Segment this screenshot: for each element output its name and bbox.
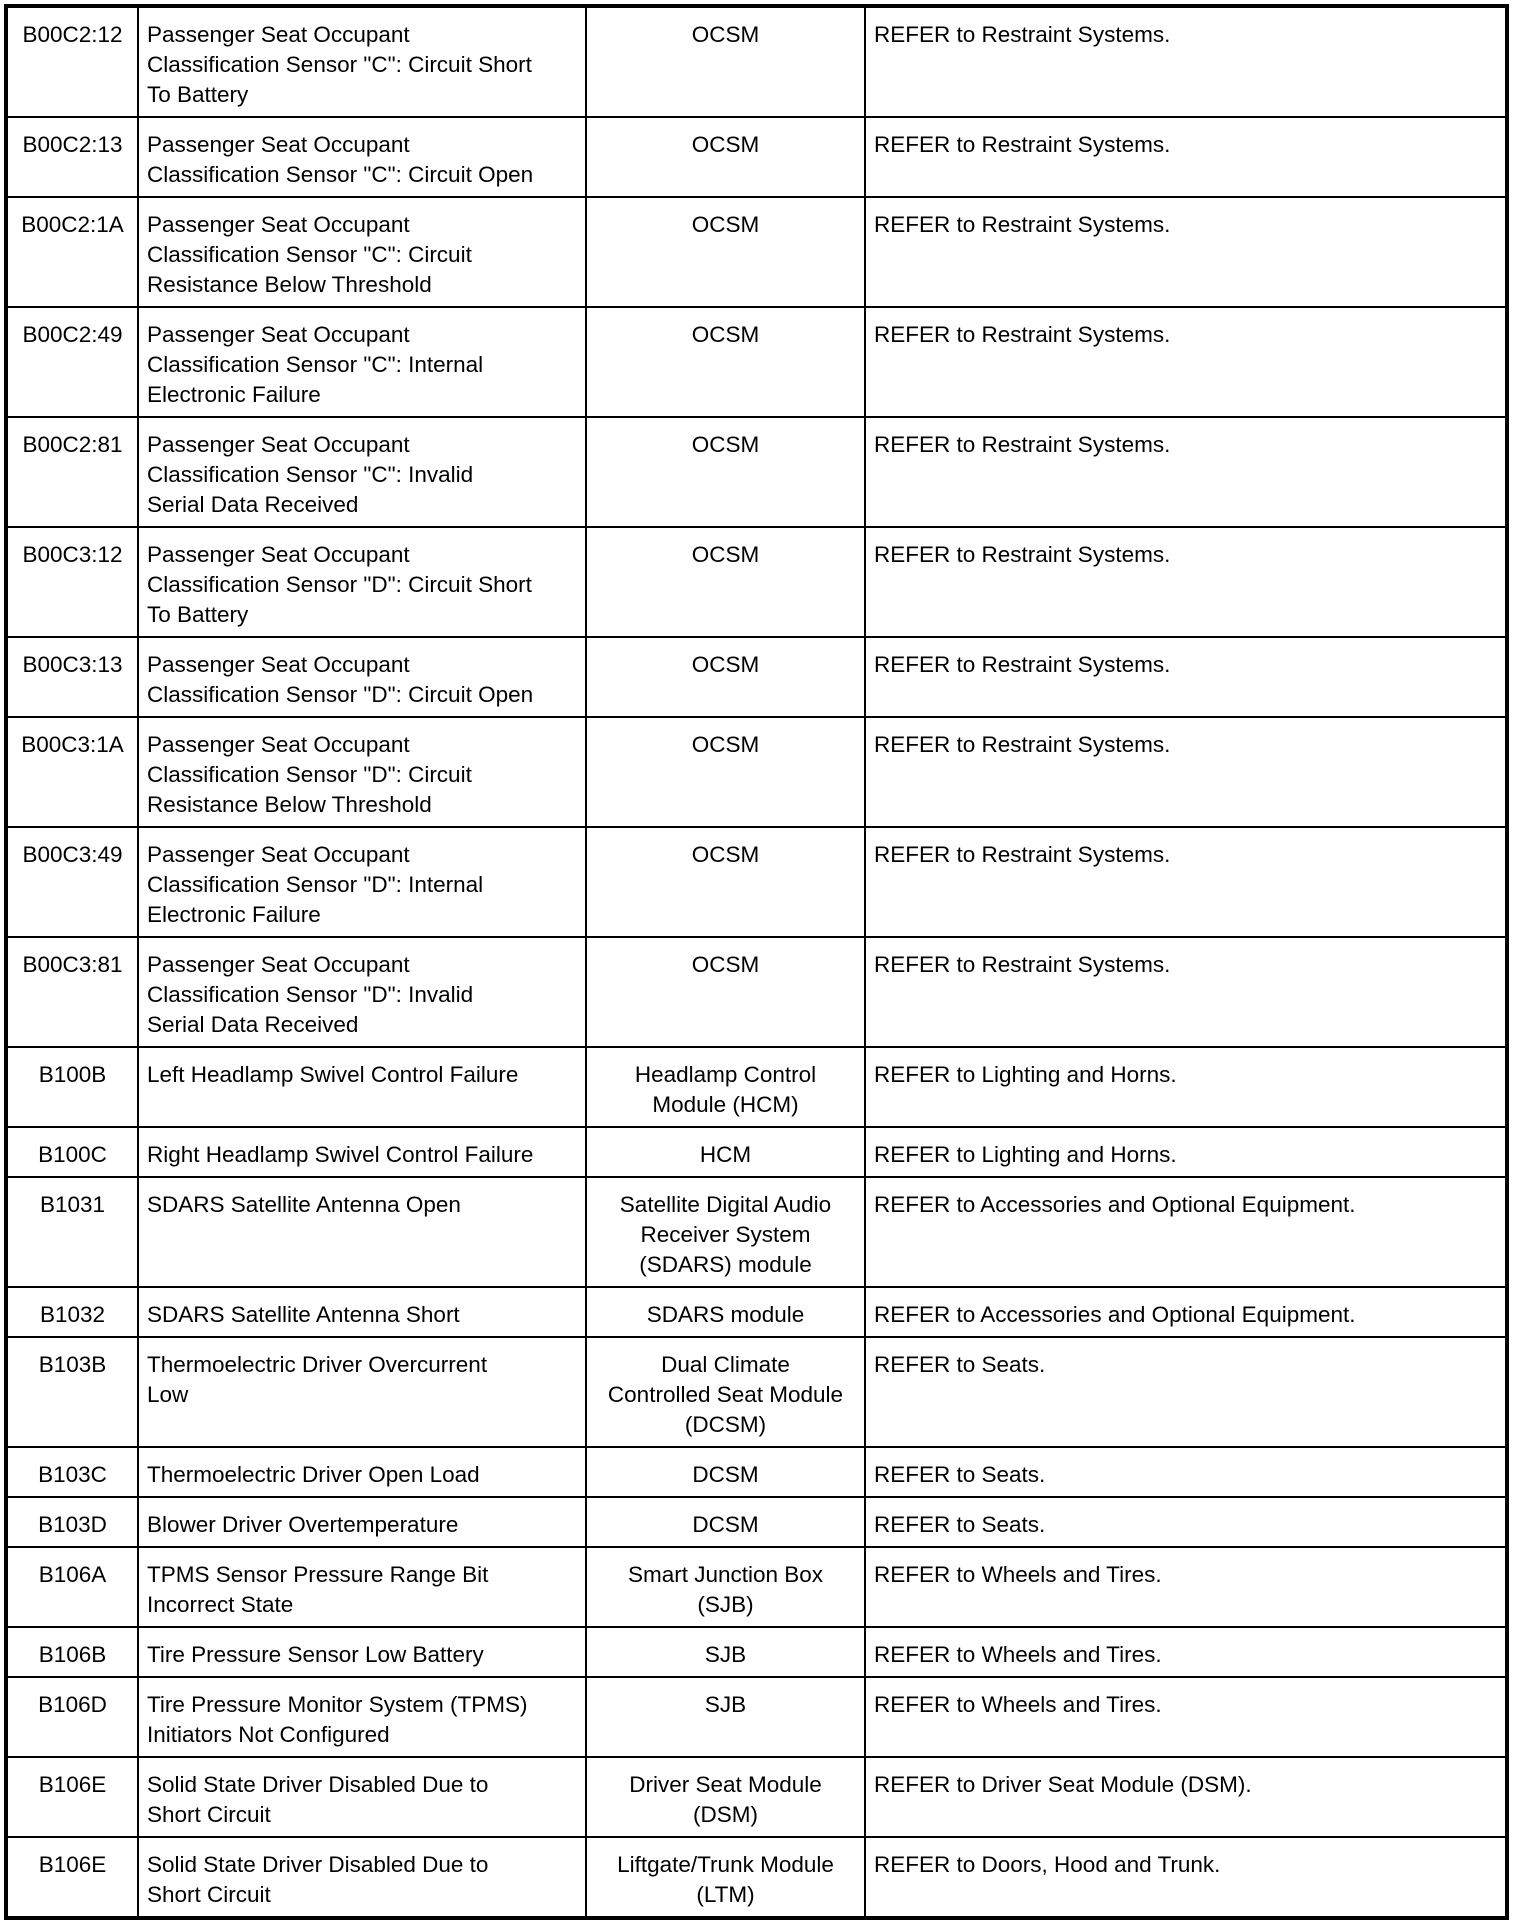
action-cell: REFER to Seats.: [865, 1497, 1507, 1547]
dtc-code-cell: B103D: [6, 1497, 138, 1547]
description-line: Short Circuit: [147, 1802, 271, 1827]
description-line: To Battery: [147, 602, 249, 627]
description-cell: [138, 1627, 586, 1677]
table-row: [6, 1547, 1507, 1627]
description-line: TPMS Sensor Pressure Range Bit: [147, 1562, 489, 1587]
description-line: Right Headlamp Swivel Control Failure: [147, 1142, 534, 1167]
module-line: OCSM: [691, 842, 760, 867]
module-cell: [586, 717, 865, 827]
table-row: [6, 1447, 1507, 1497]
description-line: Classification Sensor "C": Circuit Open: [147, 162, 534, 187]
module-line: Dual Climate: [661, 1352, 790, 1377]
table-row: [6, 637, 1507, 717]
module-line: Headlamp Control: [634, 1062, 817, 1087]
dtc-code-cell: B103C: [6, 1447, 138, 1497]
description-cell: [138, 1497, 586, 1547]
action-cell: REFER to Wheels and Tires.: [865, 1627, 1507, 1677]
module-line: Smart Junction Box: [627, 1562, 824, 1587]
description-line: Classification Sensor "D": Circuit Open: [147, 682, 534, 707]
dtc-table: [4, 4, 1509, 1920]
description-line: Passenger Seat Occupant: [147, 652, 410, 677]
dtc-code-cell: B00C2:13: [6, 117, 138, 197]
description-line: Incorrect State: [147, 1592, 294, 1617]
description-line: Passenger Seat Occupant: [147, 952, 410, 977]
table-row: [6, 1627, 1507, 1677]
description-line: Passenger Seat Occupant: [147, 542, 410, 567]
description-line: Electronic Failure: [147, 902, 321, 927]
module-cell: [586, 197, 865, 307]
description-line: Resistance Below Threshold: [147, 792, 432, 817]
description-cell: [138, 717, 586, 827]
module-line: Liftgate/Trunk Module: [617, 1852, 834, 1877]
module-cell: [586, 6, 865, 117]
description-line: Passenger Seat Occupant: [147, 212, 410, 237]
table-row: [6, 6, 1507, 117]
table-row: [6, 197, 1507, 307]
module-cell: [586, 1047, 865, 1127]
description-cell: [138, 827, 586, 937]
table-row: [6, 307, 1507, 417]
module-cell: [586, 1547, 865, 1627]
action-cell: REFER to Restraint Systems.: [865, 117, 1507, 197]
dtc-code-cell: B100C: [6, 1127, 138, 1177]
action-cell: REFER to Driver Seat Module (DSM).: [865, 1757, 1507, 1837]
description-line: Short Circuit: [147, 1882, 271, 1907]
description-line: Tire Pressure Monitor System (TPMS): [147, 1692, 528, 1717]
module-line: OCSM: [691, 212, 760, 237]
module-cell: [586, 417, 865, 527]
description-line: Passenger Seat Occupant: [147, 322, 410, 347]
action-cell: REFER to Wheels and Tires.: [865, 1677, 1507, 1757]
module-cell: [586, 937, 865, 1047]
description-line: Classification Sensor "D": Invalid: [147, 982, 474, 1007]
module-line: OCSM: [691, 322, 760, 347]
module-cell: [586, 1497, 865, 1547]
table-row: [6, 1287, 1507, 1337]
dtc-code-cell: B106D: [6, 1677, 138, 1757]
description-line: Classification Sensor "C": Circuit Short: [147, 52, 532, 77]
module-line: Module (HCM): [652, 1092, 799, 1117]
description-cell: [138, 1757, 586, 1837]
description-line: Low: [147, 1382, 189, 1407]
action-cell: REFER to Wheels and Tires.: [865, 1547, 1507, 1627]
module-cell: [586, 1627, 865, 1677]
description-cell: [138, 1127, 586, 1177]
module-line: Driver Seat Module: [629, 1772, 822, 1797]
description-cell: [138, 1047, 586, 1127]
action-cell: REFER to Restraint Systems.: [865, 307, 1507, 417]
module-line: (SJB): [697, 1592, 754, 1617]
module-cell: [586, 527, 865, 637]
description-line: Solid State Driver Disabled Due to: [147, 1852, 489, 1877]
description-cell: [138, 6, 586, 117]
action-cell: REFER to Doors, Hood and Trunk.: [865, 1837, 1507, 1918]
description-line: Passenger Seat Occupant: [147, 22, 410, 47]
description-cell: [138, 307, 586, 417]
dtc-code-cell: B00C3:49: [6, 827, 138, 937]
module-line: HCM: [699, 1142, 752, 1167]
description-line: Classification Sensor "D": Circuit Short: [147, 572, 532, 597]
description-line: Passenger Seat Occupant: [147, 132, 410, 157]
table-row: [6, 1177, 1507, 1287]
dtc-code-cell: B1031: [6, 1177, 138, 1287]
description-cell: [138, 637, 586, 717]
module-line: Controlled Seat Module: [607, 1382, 844, 1407]
table-row: [6, 717, 1507, 827]
description-line: Classification Sensor "D": Circuit: [147, 762, 472, 787]
table-row: [6, 1337, 1507, 1447]
dtc-code-cell: B00C2:49: [6, 307, 138, 417]
description-cell: [138, 117, 586, 197]
dtc-code-cell: B00C3:81: [6, 937, 138, 1047]
dtc-code-cell: B00C3:1A: [6, 717, 138, 827]
table-row: [6, 937, 1507, 1047]
description-cell: [138, 527, 586, 637]
module-line: Receiver System: [640, 1222, 811, 1247]
module-line: SDARS module: [646, 1302, 805, 1327]
module-line: SJB: [704, 1692, 747, 1717]
description-cell: [138, 1337, 586, 1447]
table-row: [6, 117, 1507, 197]
table-row: [6, 417, 1507, 527]
dtc-code-cell: B00C2:81: [6, 417, 138, 527]
module-cell: [586, 1757, 865, 1837]
module-cell: [586, 1287, 865, 1337]
table-row: [6, 1757, 1507, 1837]
module-cell: [586, 307, 865, 417]
module-line: OCSM: [691, 132, 760, 157]
dtc-code-cell: B106E: [6, 1837, 138, 1918]
description-cell: [138, 937, 586, 1047]
description-cell: [138, 417, 586, 527]
dtc-code-cell: B1032: [6, 1287, 138, 1337]
dtc-code-cell: B00C3:12: [6, 527, 138, 637]
description-line: To Battery: [147, 82, 249, 107]
description-cell: [138, 1677, 586, 1757]
module-cell: [586, 1677, 865, 1757]
module-line: OCSM: [691, 432, 760, 457]
action-cell: REFER to Restraint Systems.: [865, 197, 1507, 307]
description-line: Initiators Not Configured: [147, 1722, 390, 1747]
description-line: Serial Data Received: [147, 492, 359, 517]
module-line: OCSM: [691, 542, 760, 567]
table-row: [6, 1127, 1507, 1177]
description-line: SDARS Satellite Antenna Short: [147, 1302, 460, 1327]
table-row: [6, 827, 1507, 937]
description-line: Classification Sensor "C": Invalid: [147, 462, 474, 487]
action-cell: REFER to Restraint Systems.: [865, 6, 1507, 117]
description-line: Solid State Driver Disabled Due to: [147, 1772, 489, 1797]
module-line: DCSM: [692, 1462, 759, 1487]
module-line: OCSM: [691, 652, 760, 677]
module-cell: [586, 1127, 865, 1177]
module-line: (LTM): [696, 1882, 755, 1907]
description-line: Classification Sensor "C": Circuit: [147, 242, 472, 267]
action-cell: REFER to Lighting and Horns.: [865, 1127, 1507, 1177]
dtc-code-cell: B00C3:13: [6, 637, 138, 717]
dtc-code-cell: B100B: [6, 1047, 138, 1127]
module-line: OCSM: [691, 22, 760, 47]
module-line: Satellite Digital Audio: [619, 1192, 832, 1217]
description-cell: [138, 1547, 586, 1627]
description-line: Passenger Seat Occupant: [147, 842, 410, 867]
action-cell: REFER to Restraint Systems.: [865, 717, 1507, 827]
action-cell: REFER to Restraint Systems.: [865, 827, 1507, 937]
action-cell: REFER to Accessories and Optional Equipment.: [865, 1287, 1507, 1337]
dtc-code-cell: B106E: [6, 1757, 138, 1837]
description-line: Serial Data Received: [147, 1012, 359, 1037]
action-cell: REFER to Accessories and Optional Equipment.: [865, 1177, 1507, 1287]
dtc-code-cell: B00C2:1A: [6, 197, 138, 307]
description-line: Electronic Failure: [147, 382, 321, 407]
module-cell: [586, 1177, 865, 1287]
table-row: [6, 527, 1507, 637]
dtc-code-cell: B00C2:12: [6, 6, 138, 117]
dtc-table-body: [6, 6, 1507, 1918]
action-cell: REFER to Restraint Systems.: [865, 637, 1507, 717]
module-cell: [586, 1337, 865, 1447]
module-line: (DCSM): [684, 1412, 767, 1437]
module-line: (SDARS) module: [639, 1252, 812, 1277]
module-line: SJB: [704, 1642, 747, 1667]
action-cell: REFER to Seats.: [865, 1337, 1507, 1447]
description-line: Classification Sensor "C": Internal: [147, 352, 484, 377]
action-cell: REFER to Lighting and Horns.: [865, 1047, 1507, 1127]
description-line: Left Headlamp Swivel Control Failure: [147, 1062, 519, 1087]
description-line: Thermoelectric Driver Overcurrent: [147, 1352, 488, 1377]
dtc-code-cell: B106A: [6, 1547, 138, 1627]
module-cell: [586, 117, 865, 197]
description-line: Thermoelectric Driver Open Load: [147, 1462, 480, 1487]
module-cell: [586, 827, 865, 937]
description-line: Passenger Seat Occupant: [147, 732, 410, 757]
module-line: (DSM): [693, 1802, 758, 1827]
description-line: Passenger Seat Occupant: [147, 432, 410, 457]
module-cell: [586, 637, 865, 717]
module-line: DCSM: [692, 1512, 759, 1537]
description-line: Classification Sensor "D": Internal: [147, 872, 484, 897]
description-line: Tire Pressure Sensor Low Battery: [147, 1642, 484, 1667]
action-cell: REFER to Restraint Systems.: [865, 527, 1507, 637]
table-row: [6, 1677, 1507, 1757]
action-cell: REFER to Restraint Systems.: [865, 417, 1507, 527]
description-line: Resistance Below Threshold: [147, 272, 432, 297]
description-line: Blower Driver Overtemperature: [147, 1512, 459, 1537]
dtc-code-cell: B103B: [6, 1337, 138, 1447]
table-row: [6, 1497, 1507, 1547]
dtc-code-cell: B106B: [6, 1627, 138, 1677]
action-cell: REFER to Restraint Systems.: [865, 937, 1507, 1047]
module-line: OCSM: [691, 952, 760, 977]
description-cell: [138, 1177, 586, 1287]
module-line: OCSM: [691, 732, 760, 757]
description-cell: [138, 1447, 586, 1497]
description-cell: [138, 197, 586, 307]
module-cell: [586, 1447, 865, 1497]
action-cell: REFER to Seats.: [865, 1447, 1507, 1497]
description-cell: [138, 1287, 586, 1337]
table-row: [6, 1047, 1507, 1127]
description-line: SDARS Satellite Antenna Open: [147, 1192, 461, 1217]
